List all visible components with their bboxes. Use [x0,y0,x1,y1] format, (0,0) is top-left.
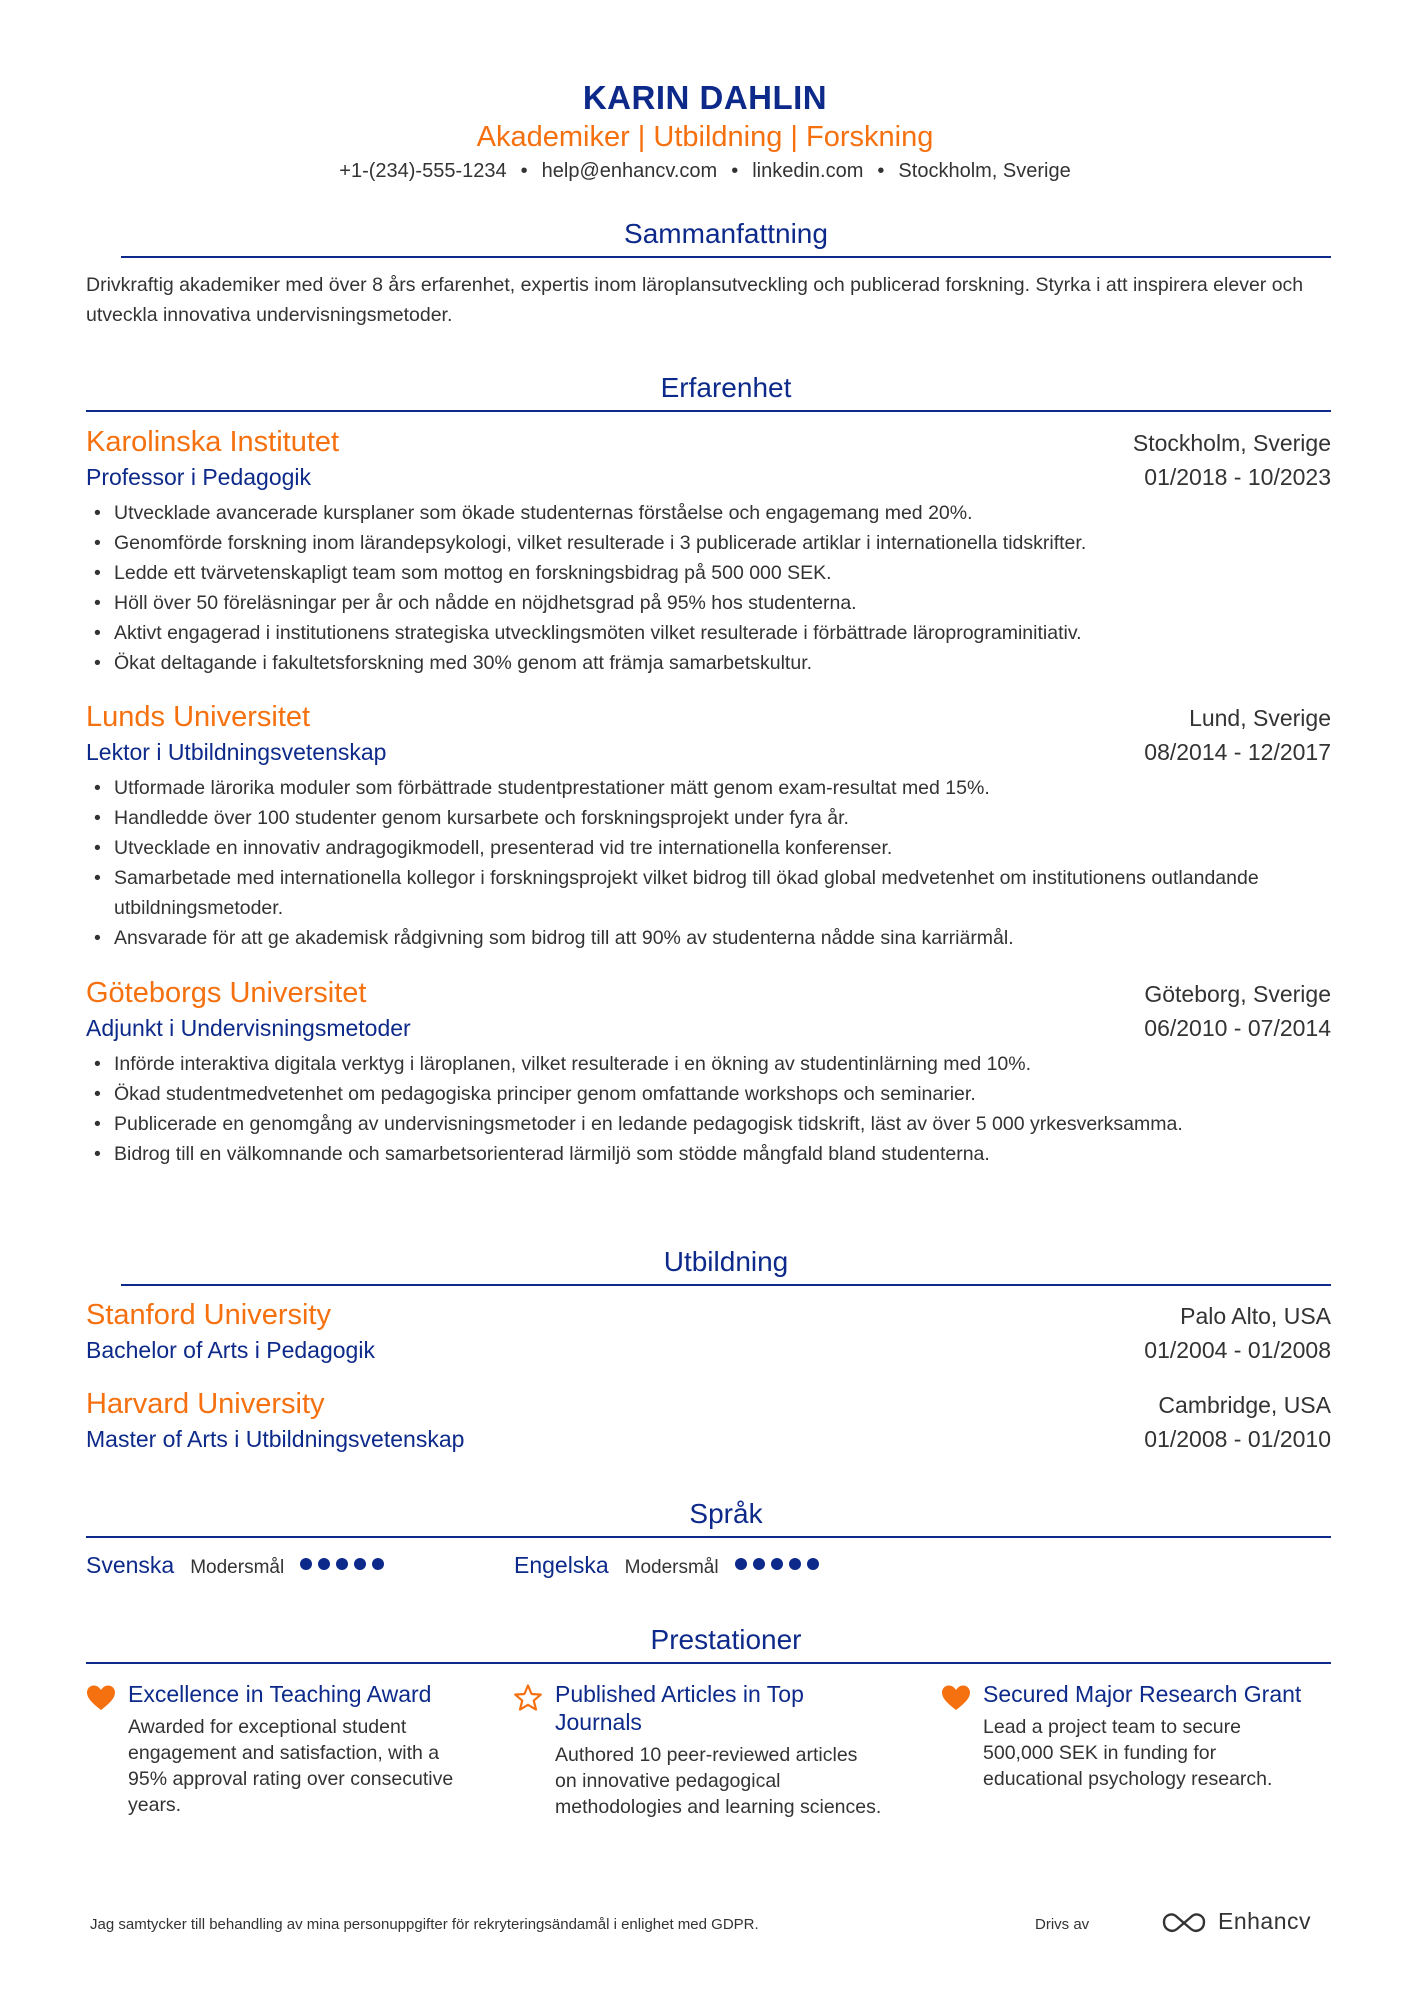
section-divider [121,256,1331,258]
contact-location: Stockholm, Sverige [898,160,1071,182]
enhancv-logo[interactable] [1160,1908,1311,1935]
separator-dot: • [877,160,885,182]
section-title-experience: Erfarenhet [660,372,792,403]
heart-icon [86,1684,116,1712]
entry-location: Palo Alto, USA [1180,1303,1331,1329]
list-item: • Ansvarade för att ge akademisk rådgivning som bidrog till att 90% av studenterna nådde sina karriärmål. [86,923,1331,953]
list-item: • Ledde ett tvärvetenskapligt team som mottog en forskningsbidrag på 500 000 SEK. [86,558,1331,588]
organization-name: Lunds Universitet [86,701,311,733]
achievement-title: Secured Major Research Grant [983,1681,1302,1707]
section-title-summary: Sammanfattning [624,218,828,249]
achievement-item [513,1680,883,1820]
bullet-list [86,1049,1331,1169]
section-divider [86,1536,1331,1538]
list-item: • Höll över 50 föreläsningar per år och nådde en nöjdhetsgrad på 95% hos studenterna. [86,588,1331,618]
language-rating [735,1558,819,1570]
rating-dot [336,1558,348,1570]
contact-linkedin[interactable]: linkedin.com [752,160,864,182]
list-item: • Utvecklade en innovativ andragogikmodell, presenterad vid tre internationella konferenser. [86,833,1331,863]
experience-entry [86,699,1331,953]
language-name: Engelska [514,1552,609,1578]
section-title-achievements: Prestationer [650,1624,802,1655]
list-item: • Aktivt engagerad i institutionens strategiska utvecklingsmöten vilket resulterade i förbättrade läroprograminitiativ. [86,618,1331,648]
separator-dot: • [520,160,528,182]
bullet-list [86,498,1331,678]
gdpr-consent-text: Jag samtycker till behandling av mina personuppgifter för rekryteringsändamål i enlighet med GDPR. [90,1916,759,1933]
list-item: • Publicerade en genomgång av undervisningsmetoder i en ledande pedagogisk tidskrift, läst av över 5 000 yrkesverksamma. [86,1109,1331,1139]
resume-header [0,78,1410,186]
section-title-education: Utbildning [663,1246,789,1277]
degree-title: Bachelor of Arts i Pedagogik [86,1337,375,1363]
section-title-languages: Språk [689,1498,763,1529]
achievement-title: Excellence in Teaching Award [128,1681,432,1707]
education-entry [86,1297,1331,1367]
list-item: • Ökat deltagande i fakultetsforskning med 30% genom att främja samarbetskultur. [86,648,1331,678]
achievement-item [941,1680,1311,1792]
section-divider [121,1284,1331,1286]
experience-entry [86,975,1331,1169]
brand-name: Enhancv [1218,1908,1312,1934]
rating-dot [807,1558,819,1570]
entry-dates: 08/2014 - 12/2017 [1144,739,1331,765]
organization-name: Karolinska Institutet [86,426,340,458]
entry-dates: 06/2010 - 07/2014 [1144,1015,1331,1041]
language-level: Modersmål [190,1557,285,1578]
degree-title: Master of Arts i Utbildningsvetenskap [86,1426,465,1452]
language-rating [300,1558,384,1570]
list-item: • Utvecklade avancerade kursplaner som ökade studenternas förståelse och engagemang med 20%. [86,498,1331,528]
achievement-title: Published Articles in Top Journals [555,1681,804,1735]
entry-location: Göteborg, Sverige [1144,981,1331,1007]
rating-dot [735,1558,747,1570]
achievement-item [86,1680,456,1818]
list-item: • Samarbetade med internationella kollegor i forskningsprojekt vilket bidrog till ökad global medvetenhet om institutionens outlandande utbildningsmetoder. [86,863,1331,923]
list-item: • Ökad studentmedvetenhet om pedagogiska principer genom omfattande workshops och seminarier. [86,1079,1331,1109]
list-item: • Bidrog till en välkomnande och samarbetsorienterad lärmiljö som stödde mångfald bland studenterna. [86,1139,1331,1169]
rating-dot [372,1558,384,1570]
entry-location: Cambridge, USA [1158,1392,1331,1418]
separator-dot: • [731,160,739,182]
language-item [514,1552,819,1579]
section-divider [86,1662,1331,1664]
summary-text: Drivkraftig akademiker med över 8 års erfarenhet, expertis inom läroplansutveckling och publicerad forskning. Styrka i att inspirera elever och utveckla innovativa undervisningsmetoder. [86,274,1304,326]
entry-dates: 01/2018 - 10/2023 [1144,464,1331,490]
entry-location: Lund, Sverige [1189,705,1331,731]
language-name: Svenska [86,1552,175,1578]
rating-dot [771,1558,783,1570]
enhancv-logo-icon [1160,1909,1208,1935]
contact-line [0,156,1410,186]
role-title: Professor i Pedagogik [86,464,312,490]
rating-dot [753,1558,765,1570]
section-divider [86,410,1331,412]
page-footer [90,1908,1330,1944]
list-item: • Handledde över 100 studenter genom kursarbete och forskningsprojekt under fyra år. [86,803,1331,833]
achievement-description: Awarded for exceptional student engagement and satisfaction, with a 95% approval rating over consecutive years. [128,1716,454,1816]
role-title: Lektor i Utbildningsvetenskap [86,739,387,765]
organization-name: Göteborgs Universitet [86,977,367,1009]
language-level: Modersmål [624,1557,719,1578]
contact-email[interactable]: help@enhancv.com [541,160,718,182]
rating-dot [318,1558,330,1570]
rating-dot [354,1558,366,1570]
role-title: Adjunkt i Undervisningsmetoder [86,1015,411,1041]
list-item: • Genomförde forskning inom lärandepsykologi, vilket resulterade i 3 publicerade artiklar i internationella tidskrifter. [86,528,1331,558]
school-name: Harvard University [86,1388,325,1420]
candidate-titles: Akademiker | Utbildning | Forskning [476,121,934,153]
heart-icon [941,1684,971,1712]
education-entry [86,1386,1331,1456]
rating-dot [789,1558,801,1570]
powered-by-label: Drivs av [1035,1916,1090,1933]
school-name: Stanford University [86,1299,331,1331]
list-item: • Införde interaktiva digitala verktyg i läroplanen, vilket resulterade i en ökning av studentinlärning med 10%. [86,1049,1331,1079]
achievement-description: Authored 10 peer-reviewed articles on innovative pedagogical methodologies and learning sciences. [555,1744,882,1818]
star-icon [513,1684,543,1712]
experience-entry [86,424,1331,678]
list-item: • Utformade lärorika moduler som förbättrade studentprestationer mätt genom exam-resultat med 15%. [86,773,1331,803]
candidate-name: KARIN DAHLIN [582,79,828,116]
language-item [86,1552,384,1579]
achievement-description: Lead a project team to secure 500,000 SEK in funding for educational psychology research. [983,1716,1273,1790]
entry-dates: 01/2008 - 01/2010 [1144,1426,1331,1452]
contact-phone: +1-(234)-555-1234 [339,160,507,182]
entry-location: Stockholm, Sverige [1132,430,1331,456]
bullet-list [86,773,1331,953]
languages-row [86,1552,1331,1588]
entry-dates: 01/2004 - 01/2008 [1144,1337,1331,1363]
rating-dot [300,1558,312,1570]
